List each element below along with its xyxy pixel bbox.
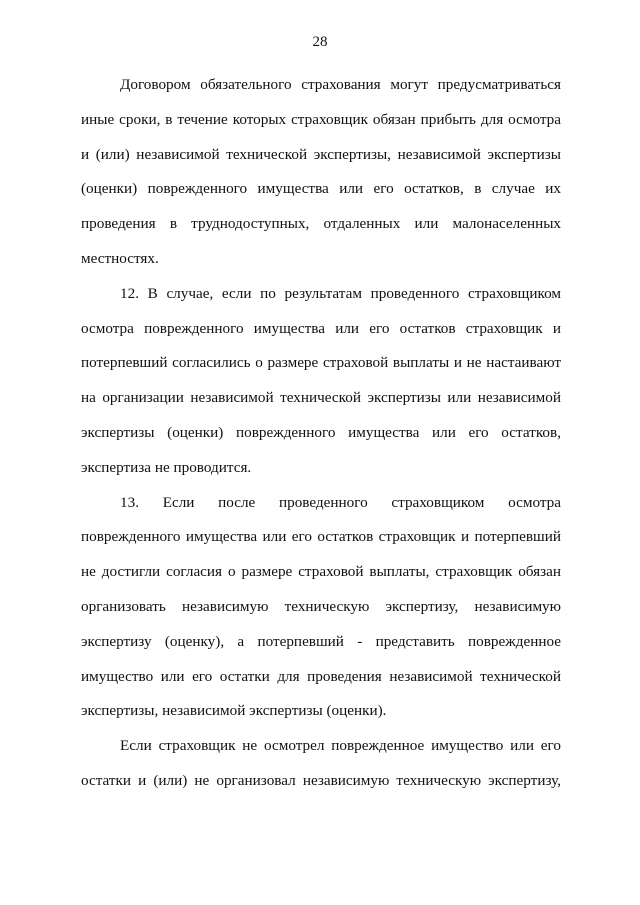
paragraph-1: Договором обязательного страхования могут предусматриваться иные сроки, в течение которых страховщик обязан прибыть для осмотра и (или) независимой технической экспертизы, независимой экспертизы (оценки) поврежденного имущества или его остатков, в случае их проведения в труднодоступных, отдаленных или малонаселенных местностях. <box>81 76 561 267</box>
paragraph-3: 13. Если после проведенного страховщиком осмотра поврежденного имущества или его остатков страховщик и потерпевший не достигли согласия о размере страховой выплаты, страховщик обязан организовать независимую техническую экспертизу, независимую экспертизу (оценку), а потерпевший - представить поврежденное имущество или его остатки для проведения независимой технической экспертизы, независимой экспертизы (оценки). <box>81 493 561 720</box>
page-number: 28 <box>312 34 328 50</box>
paragraph-2: 12. В случае, если по результатам проведенного страховщиком осмотра поврежденного имущества или его остатков страховщик и потерпевший согласились о размере страховой выплаты и не настаивают на организации независимой технической экспертизы или независимой экспертизы (оценки) поврежденного имущества или его остатков, экспертиза не проводится. <box>81 284 561 476</box>
document-body <box>81 68 561 799</box>
paragraph-4: Если страховщик не осмотрел поврежденное имущество или его остатки и (или) не организовал независимую техническую экспертизу, <box>81 737 561 789</box>
